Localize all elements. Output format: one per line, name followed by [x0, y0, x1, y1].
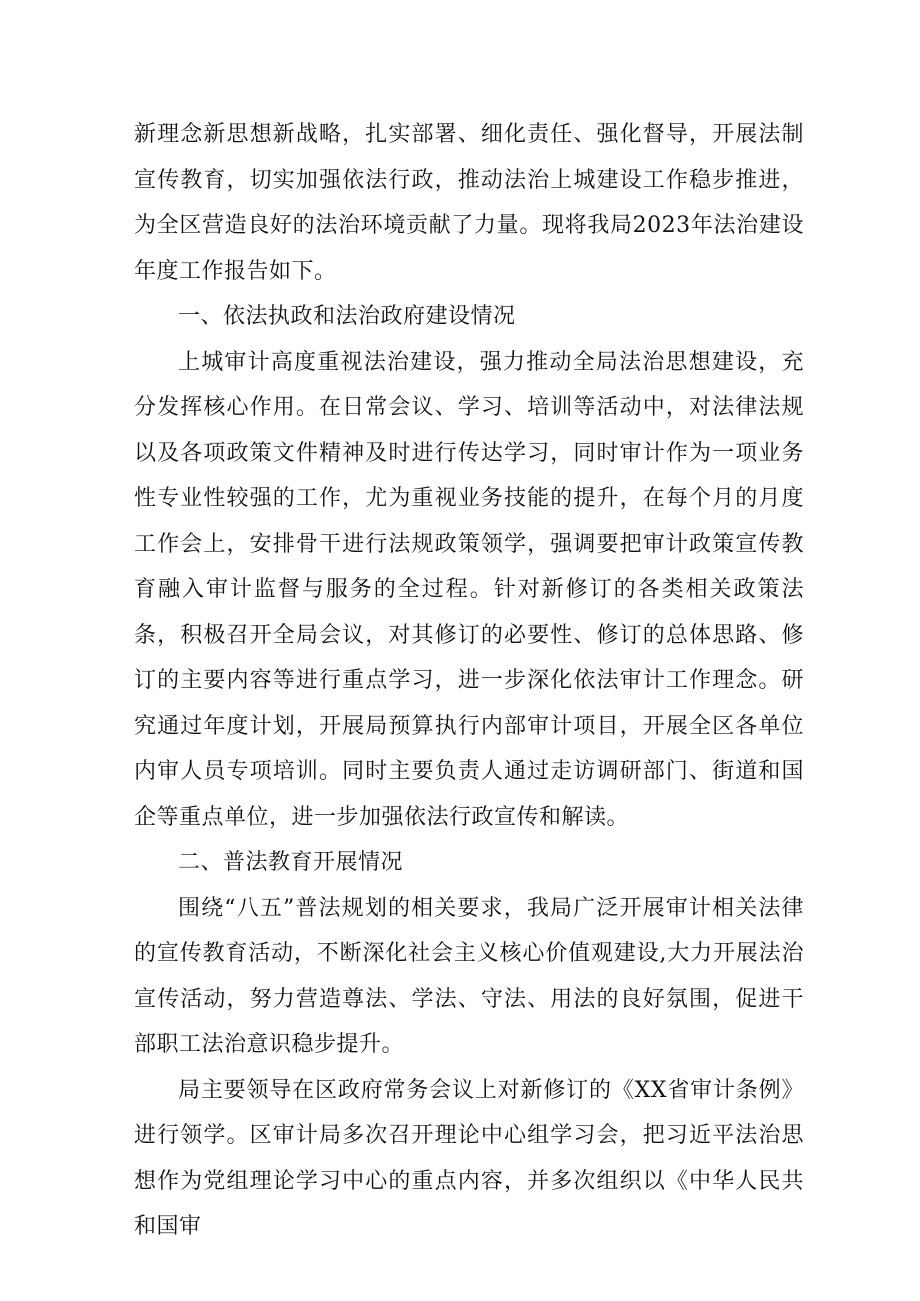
paragraph-body-1: 上城审计高度重视法治建设，强力推动全局法治思想建设，充分发挥核心作用。在日常会议、学习、培训等活动中，对法律法规以及各项政策文件精神及时进行传达学习，同时审计作为一项业务性专业性较强的工作，尤为重视业务技能的提升，在每个月的月度工作会上，安排骨干进行法规政策领学，强调要把审计政策宣传教育融入审计监督与服务的全过程。针对新修订的各类相关政策法条，积极召开全局会议，对其修订的必要性、修订的总体思路、修订的主要内容等进行重点学习，进一步深化依法审计工作理念。研究通过年度计划，开展局预算执行内部审计项目，开展全区各单位内审人员专项培训。同时主要负责人通过走访调研部门、街道和国企等重点单位，进一步加强依法行政宣传和解读。 [134, 349, 804, 830]
section-heading-1: 一、依法执政和法治政府建设情况 [178, 304, 516, 329]
paragraph-body-2: 围绕“八五”普法规划的相关要求，我局广泛开展审计相关法律的宣传教育活动，不断深化社会主义核心价值观建设,大力开展法治宣传活动，努力营造尊法、学法、守法、用法的良好氛围，促进干部职工法治意识稳步提升。 [134, 895, 804, 1057]
paragraph-continuation: 新理念新思想新战略，扎实部署、细化责任、强化督导，开展法制宣传教育，切实加强依法行政，推动法治上城建设工作稳步推进，为全区营造良好的法治环境贡献了力量。现将我局2023年法治建设年度工作报告如下。 [134, 122, 804, 284]
section-heading-2: 二、普法教育开展情况 [178, 850, 404, 875]
document-body [134, 112, 804, 1250]
paragraph-body-3: 局主要领导在区政府常务会议上对新修订的《XX省审计条例》进行领学。区审计局多次召开理论中心组学习会，把习近平法治思想作为党组理论学习中心的重点内容，并多次组织以《中华人民共和国审 [134, 1077, 804, 1239]
